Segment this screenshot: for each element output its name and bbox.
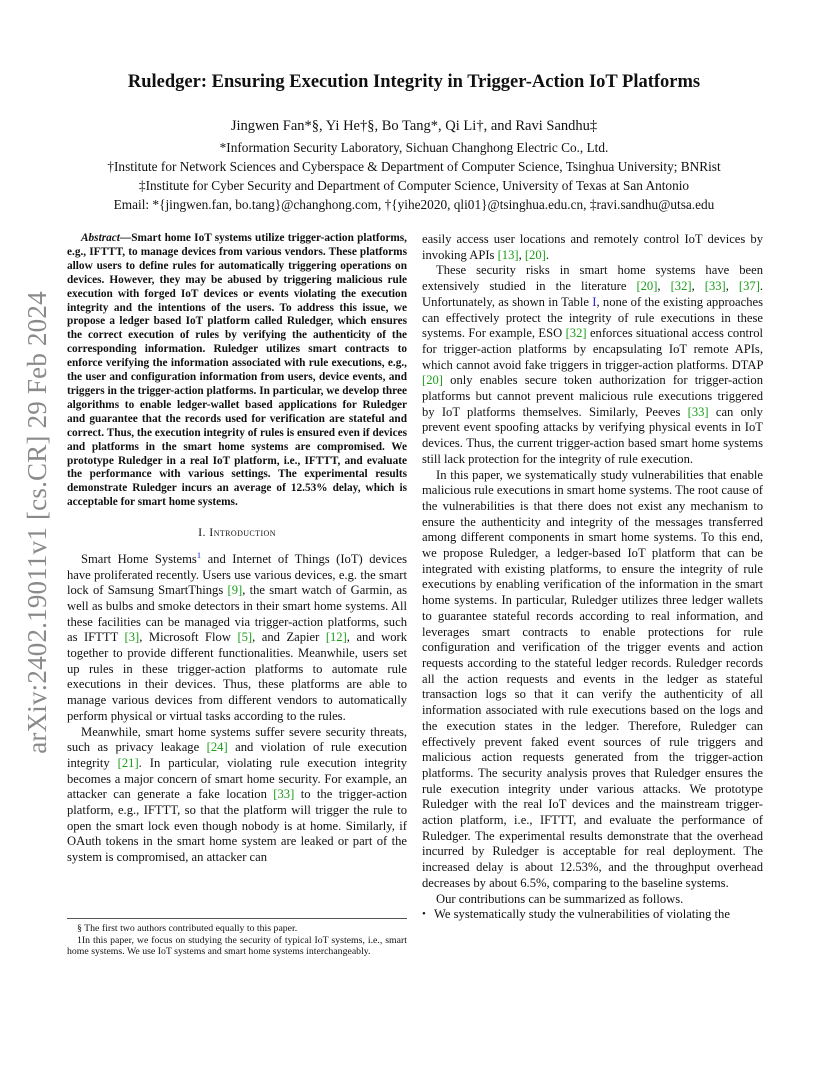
citation-link[interactable]: [20]	[524, 247, 546, 262]
text-run: enforces situational access control for trigger-action platforms by encapsulating IoT remote APIs, which cannot avoid fake triggers in trigger-action platforms. DTAP	[422, 326, 763, 372]
text-run: ,	[691, 279, 705, 294]
abstract-text: —Smart home IoT systems utilize trigger-action platforms, e.g., IFTTT, to manage devices from various vendors. These platforms allow users to define rules for automatically triggering operations on devices. However, they may be abused by triggering malicious rule execution with forged IoT devices or events violating the execution integrity and the intentions of the users. To address this issue, we propose a ledger based IoT platform called Ruledger, which ensures the correct execution of rules by verifying the authenticity of the corresponding information. Ruledger utilizes smart contracts to enforce verifying the information associated with rule executions, e.g., the user and configuration information from users, device events, and triggers in the trigger-action platforms. In particular, we develop three algorithms to enable ledger-wallet based applications for Ruledger and guarantee that the records used for verification are stateful and correct. Thus, the execution integrity of rules is ensured even if devices and platforms in the smart home systems are compromised. We prototype Ruledger in a real IoT platform, i.e., IFTTT, and evaluate the performance with various settings. The experimental results demonstrate Ruledger incurs an average of 12.53% delay, which is acceptable for smart home systems.	[67, 232, 407, 509]
bullet-marker: •	[422, 908, 426, 921]
citation-link[interactable]: [20]	[636, 279, 658, 294]
section-heading-introduction: I. Introduction	[198, 525, 276, 540]
paper-title: Ruledger: Ensuring Execution Integrity in Trigger-Action IoT Platforms	[127, 72, 701, 92]
footnotes	[67, 918, 407, 958]
intro-paragraph-3	[422, 263, 763, 467]
text-run: easily access user locations and remotely control IoT devices by invoking APIs	[422, 232, 763, 262]
text-run: and violation of rule execution integrity	[67, 740, 407, 770]
text-run: to the trigger-action platform, e.g., IFTTT, so that the platform will trigger the rule to open the smart lock even though nobody is at home. Similarly, if OAuth tokens in the smart home system are leaked or part of the system is compromised, an attacker can	[67, 787, 407, 865]
affiliation-2: †Institute for Network Sciences and Cyberspace & Department of Computer Science, Tsinghua University; BNRist	[107, 159, 721, 174]
footnote-marker[interactable]: 1	[196, 549, 202, 560]
affiliation-1: *Information Security Laboratory, Sichuan Changhong Electric Co., Ltd.	[219, 140, 609, 155]
text-run: . Unfortunately, as shown in Table	[422, 279, 764, 309]
intro-paragraph-2	[67, 725, 407, 866]
citation-link[interactable]: [33]	[273, 787, 295, 802]
text-run: , and Zapier	[252, 630, 326, 645]
text-run: Smart Home Systems	[81, 551, 197, 566]
text-run: , the smart watch of Garmin, as well as bulbs and smoke detectors in their smart home systems. All these facilities can be managed via trigger-action platforms, such as IFTTT	[67, 583, 408, 645]
text-run: These security risks in smart home systems have been extensively studied in the literature	[422, 263, 763, 294]
arxiv-identifier	[22, 286, 52, 758]
citation-link[interactable]: [21]	[117, 755, 139, 770]
text-run: only enables secure token authorization for trigger-action platforms but cannot prevent malicious rule executions triggered by IoT platforms themselves. Similarly, Peeves	[422, 373, 763, 419]
author-emails: Email: *{jingwen.fan, bo.tang}@changhong.com, †{yihe2020, qli01}@tsinghua.edu.cn, ‡ravi.sandhu@utsa.edu	[113, 197, 715, 212]
arxiv-identifier-text: arXiv:2402.19011v1 [cs.CR] 29 Feb 2024	[21, 290, 52, 754]
citation-link[interactable]: [32]	[670, 279, 692, 294]
citation-link[interactable]: [24]	[206, 740, 228, 755]
right-column	[422, 232, 763, 923]
citation-link[interactable]: [37]	[738, 279, 760, 294]
citation-link[interactable]: [32]	[565, 326, 587, 341]
citation-link[interactable]: [33]	[687, 404, 709, 419]
citation-link[interactable]: [9]	[227, 583, 243, 598]
citation-link[interactable]: [3]	[124, 630, 140, 645]
table-reference-link[interactable]: I	[592, 294, 597, 309]
text-run: can only prevent event spoofing attacks by verifying physical events in IoT devices. Thus, the current trigger-action based smart home systems still lack protection for the integrity of rule execution.	[422, 404, 763, 466]
citation-link[interactable]: [20]	[422, 373, 443, 388]
text-run: ,	[657, 279, 671, 294]
intro-paragraph-2-continued	[422, 232, 763, 263]
citation-link[interactable]: [13]	[497, 247, 519, 262]
intro-paragraph-4: In this paper, we systematically study vulnerabilities that enable malicious rule executions in smart home systems. The root cause of the vulnerabilities is that there does not exist any mechanism to ensure the authenticity and integrity of the messages transferred among different components in smart home systems. To this end, we propose Ruledger, a ledger-based IoT platform that can be integrated with existing platforms, to ensure the integrity of rule executions by enabling verification of the information in the smart home systems. In particular, Ruledger utilizes three ledger wallets to guarantee stateful records according to real information, and leverages smart contracts to enable protections for rule configuration and verification of the trigger events and action requests according to the stateful ledger records. Ruledger records all the action requests and events in the ledger as stateful transaction logs so that it can verify the authenticity of all information associated with rule executions based on the logs and the execution states in the ledger. Therefore, Ruledger can effectively prevent faked event sources of rule triggers and malicious action requests generated from the trigger-action platforms. The security analysis proves that Ruledger ensures the rule execution integrity under various attacks. We prototype Ruledger with the real IoT devices and the mainstream trigger-action platform, i.e., IFTTT, and evaluate the performance of Ruledger. The experimental results demonstrate that the overhead incurred by Ruledger is acceptable for real deployment. The increased delay is about 12.53%, and the throughput overhead decreases by about 6.5%, comparing to the baseline systems.	[422, 467, 763, 890]
citation-link[interactable]: [5]	[237, 630, 253, 645]
intro-paragraph-5: Our contributions can be summarized as follows.	[436, 891, 684, 906]
footnote-1: 1In this paper, we focus on studying the security of typical IoT systems, i.e., smart home systems. We use IoT systems and smart home systems interchangeably.	[67, 934, 407, 958]
text-run: . In particular, violating rule execution integrity becomes a major concern of smart home security. For example, an attacker can generate a fake location	[67, 755, 407, 802]
citation-link[interactable]: [12]	[325, 630, 347, 645]
author-block	[60, 117, 768, 214]
affiliation-3: ‡Institute for Cyber Security and Department of Computer Science, University of Texas at San Antonio	[138, 178, 690, 193]
author-names: Jingwen Fan*§, Yi He†§, Bo Tang*, Qi Li†, and Ravi Sandhu‡	[230, 118, 598, 134]
abstract-label: Abstract	[81, 232, 120, 244]
contribution-bullet-1	[422, 907, 763, 923]
text-run: .	[545, 247, 549, 262]
text-run: , none of the existing approaches can effectively protect the integrity of rule executions in these systems. For example, ESO	[422, 294, 763, 341]
text-run: ,	[725, 279, 739, 294]
abstract	[67, 232, 407, 510]
contribution-bullet-1-text: We systematically study the vulnerabilities of violating the	[434, 907, 730, 922]
text-run: ,	[518, 247, 525, 262]
left-column	[67, 232, 407, 866]
text-run: , and work together to provide different functionalities. Meanwhile, users set up rules in these trigger-action platforms to automate rule executions in their devices. Thus, these platforms are able to manage various devices from different vendors to automatically perform physical or virtual tasks according to the rules.	[67, 630, 408, 723]
text-run: and Internet of Things (IoT) devices have proliferated recently. Users use various devices, e.g. the smart lock of Samsung SmartThings	[67, 551, 407, 598]
intro-paragraph-1	[67, 549, 408, 725]
text-run: Meanwhile, smart home systems suffer severe security threats, such as privacy leakage	[67, 724, 407, 755]
text-run: , Microsoft Flow	[139, 630, 238, 645]
citation-link[interactable]: [33]	[704, 279, 726, 294]
footnote-equal-contribution: § The first two authors contributed equally to this paper.	[77, 923, 298, 934]
